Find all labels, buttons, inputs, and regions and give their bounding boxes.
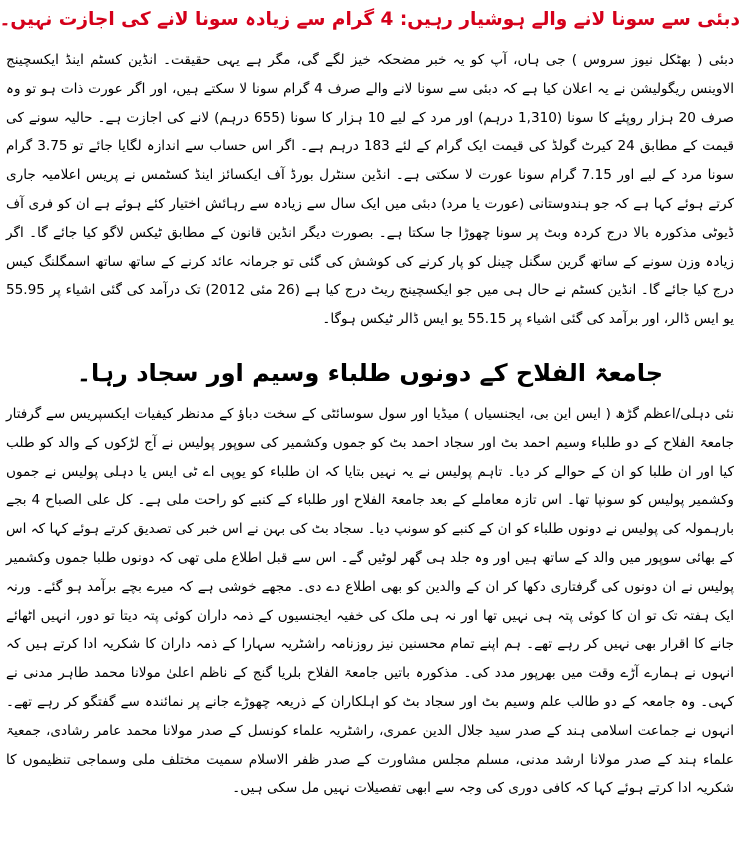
story-headline: جامعۃ الفلاح کے دونوں طلباء وسیم اور سجاد رہا۔: [76, 359, 664, 387]
story-body: نئی دہلی/اعظم گڑھ ( ایس این بی، ایجنسیاں ) میڈیا اور سول سوسائٹی کے سخت دباؤ کے مدنظر کیفیات ایکسپریس سے گرفتار جامعۃ الفلاح کے دو طلباء وسیم احمد بٹ اور سجاد احمد بٹ کو جموں وکشمیر کی سوپور پولیس نے آج لڑکوں کے والد کو طلب کیا اور ان طلبا کو ان کے حوالے کر دیا۔ تاہم پولیس نے یہ نہیں بتایا کہ ان طلباء کو یوپی اے ٹی ایس یا دہلی پولیس نے جموں وکشمیر پولیس کو سونپا تھا۔ اس تازہ معاملے کے بعد جامعۃ الفلاح اور طلباء کے کنبے کو راحت ملی ہے۔ کل علی الصباح 4 بجے بارہمولہ کی پولیس نے دونوں طلباء کو ان کے کنبے کو سونپ دیا۔ سجاد بٹ کی بہن نے اس خبر کی تصدیق کرتے ہوئے کہا کہ اس کے بھائی سوپور میں والد کے ساتھ ہیں اور وہ جلد ہی گھر لوٹیں گے۔ اس سے قبل اطلاع ملی تھی کہ دونوں طلبا جموں وکشمیر پولیس نے ان دونوں کی گرفتاری دکھا کر ان کے والدین کو بھی اطلاع دے دی۔ مجھے خوشی ہے کہ میرے بچے برآمد ہو گئے۔ ورنہ ایک ہفتہ تک تو ان کا کوئی پتہ ہی نہیں تھا اور نہ ہی ملک کی خفیہ ایجنسیوں کے ذمہ داران کوئی پتہ دیتا تو دور، انہیں اٹھائے جانے کا اقرار بھی نہیں کر رہے تھے۔ ہم اپنے تمام محسنین نیز روزنامہ راشٹریہ سہارا کے ذمہ داران کا شکریہ ادا کرتے ہیں کہ انہوں نے ہمارے آڑے وقت میں بھرپور مدد کی۔ مذکورہ باتیں جامعۃ الفلاح بلریا گنج کے ناظم اعلیٰ مولانا محمد طاہر مدنی نے کہی۔ وہ جامعہ کے دو طالب علم وسیم بٹ اور سجاد بٹ کو اہلکاران کے ذریعہ چھوڑے جانے پر نمائندہ سے گفتگو کر رہے تھے۔ انہوں نے جماعت اسلامی ہند کے صدر سید جلال الدین عمری، راشٹریہ علماء کونسل کے صدر مولانا محمد عامر رشادی، جمعیۃ علماء ہند کے صدر مولانا ارشد مدنی، مسلم مجلس مشاورت کے صدر ظفر الاسلام سمیت مختلف ملی وسماجی تنظیموں کا شکریہ ادا کرتے ہوئے کہا کہ کافی دوری کی وجہ سے ابھی تفصیلات نہیں مل سکی ہیں۔: [6, 406, 734, 797]
story-gold-import-limit: [0, 0, 740, 348]
story-body: دبئی ( بھٹکل نیوز سروس ) جی ہاں، آپ کو یہ خبر مضحکہ خیز لگے گی، مگر ہے یہی حقیقت۔ انڈین کسٹم اینڈ ایکسچینج الاوینس ریگولیشن نے یہ اعلان کیا ہے کہ دبئی سے سونا لانے والے صرف 4 گرام سونا لا سکتے ہیں، اور اگر عورت ذات ہو تو وہ صرف 20 ہزار روپئے کا سونا (1,310 درہم) اور مرد کے لیے 10 ہزار کا سونا (655 درہم) لانے کی اجازت ہے۔ حالیہ سونے کی قیمت کے مطابق 24 کیرٹ گولڈ کی قیمت ایک گرام کے لئے 183 درہم ہے۔ اگر اس حساب سے اندازہ لگایا جائے تو 3.75 گرام سونا مرد کے لیے اور 7.15 گرام سونا عورت لا سکتی ہے۔ انڈین سنٹرل بورڈ آف ایکسائز اینڈ کسٹمس نے پریس اعلامیہ جاری کرتے ہوئے کہا ہے کہ جو ہندوستانی (عورت یا مرد) دبئی میں ایک سال سے زیادہ سے رہائش اختیار کئے ہوئے ہے ان کو فری آف ڈیوٹی مذکورہ بالا درج کردہ وبٹ پر سونا چھوڑا جا سکتا ہے۔ بصورت دیگر انڈین قانون کے مطابق ٹیکس لاگو کیا جائے گا۔ اگر زیادہ وزن سونے کے ساتھ گرین سگنل چینل کو پار کرنے کی کوشش کی گئی تو جرمانہ عائد کرنے کے ساتھ ساتھ اسمگلنگ کیس درج کیا جائے گا۔ انڈین کسٹم نے حال ہی میں جو ایکسچینج ریٹ درج کیا ہے (26 مئی 2012) تک درآمد کی گئی اشیاء پر 55.95 یو ایس ڈالر، اور برآمد کی گئی اشیاء پر 55.15 یو ایس ڈالر ٹیکس ہوگا۔: [6, 52, 734, 328]
story-students-released: [0, 354, 740, 850]
story-headline: دبئی سے سونا لانے والے ہوشیار رہیں: 4 گرام سے زیادہ سونا لانے کی اجازت نہیں۔: [0, 9, 740, 30]
